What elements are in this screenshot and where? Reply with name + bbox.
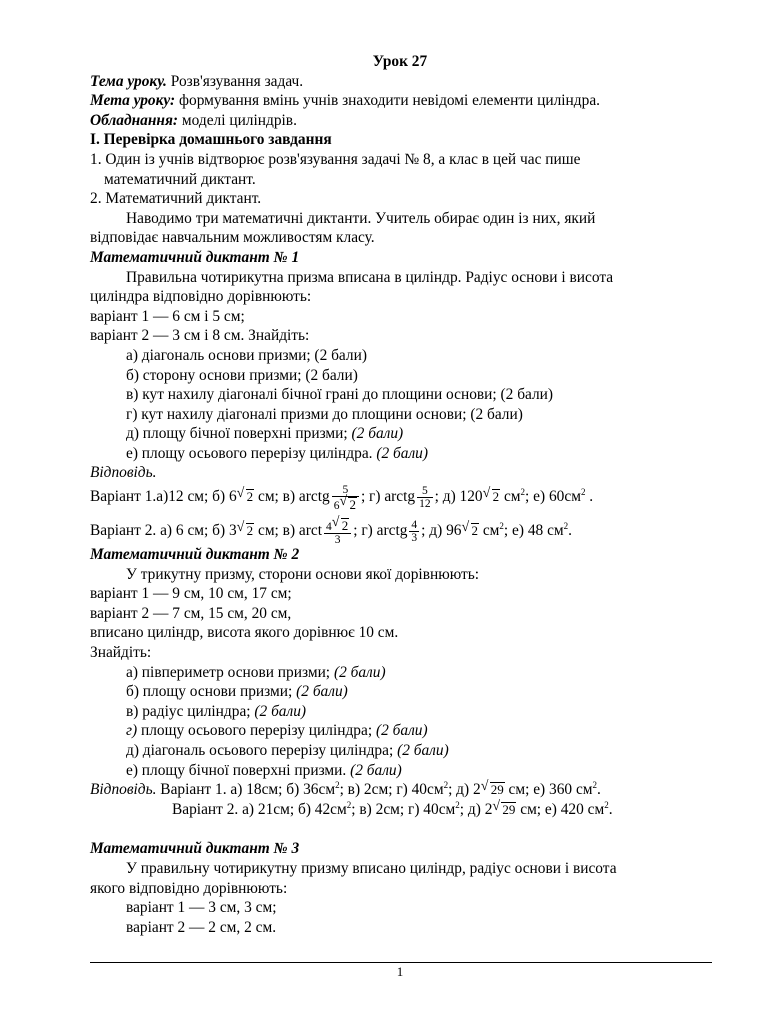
fraction-denominator [332,497,359,512]
section-heading: І. Перевірка домашнього завдання [90,131,332,149]
fraction-denominator: 12 [419,498,431,511]
goal-text: формування вмінь учнів знаходити невідомі елементи циліндра. [175,92,600,110]
answer-text: ; г) arctg [360,488,416,506]
task-item [90,721,710,741]
task-letter: г) [126,722,138,740]
topic-text: Розв'язування задач. [166,72,304,90]
equipment-text: моделі циліндрів. [178,111,297,129]
variant-line: варіант 1 — 3 см, 3 см; [126,899,277,917]
answer-text: см [500,488,521,506]
document-page [90,52,710,937]
task-item [90,741,710,761]
answer-variant-1 [90,483,710,511]
task-points: (2 бали) [393,742,449,759]
paragraph-line: 2. Математичний диктант. [90,190,262,208]
fraction [324,518,351,546]
task-points: (2 бали) [347,425,404,443]
superscript: 2 [335,780,340,791]
answer-variant-2 [90,517,710,545]
task-item [90,366,710,386]
answer-text: см; в) arct [254,522,322,540]
lesson-topic [90,72,710,92]
denominator-coefficient: 6 [333,499,340,512]
task-text: в) кут нахилу діагоналі бічної грані до площини основи; (2 бали) [126,386,554,404]
superscript: 2 [520,486,526,497]
goal-label: Мета уроку: [90,92,176,110]
paragraph-line: У правильну чотирикутну призму вписано циліндр, радіус основи і висота [126,859,617,877]
task-item [90,663,710,683]
paragraph-line: 1. Один із учнів відтворює розв'язування задачі № 8, а клас в цей час пише [90,150,581,168]
answer-variant-2 [90,800,710,820]
paragraph-line: математичний диктант. [104,170,256,188]
paragraph-line: У трикутну призму, сторони основи якої дорівнюють: [126,565,480,583]
answer-text: ; д) 2 [459,800,493,818]
answer-label: Відповідь. [90,781,157,799]
paragraph-line: циліндра відповідно дорівнюють: [90,288,312,306]
task-item [90,405,710,425]
task-item [90,444,710,464]
variant-line: варіант 2 — 3 см і 8 см. Знайдіть: [90,327,310,345]
answer-text: ; е) 48 см [503,522,564,540]
lesson-title: Урок 27 [372,53,428,70]
task-points: (2 бали) [372,444,428,462]
task-text: д) діагональ осьового перерізу циліндра; [126,742,394,759]
superscript: 2 [563,520,569,531]
task-item [90,424,710,444]
page-number: 1 [396,964,404,979]
dictation-2-title: Математичний диктант № 2 [90,546,300,564]
superscript: 2 [604,799,609,810]
task-item [90,385,710,405]
answer-text: . [608,800,613,818]
dictation-3-title: Математичний диктант № 3 [90,840,300,858]
blank-line [90,819,710,839]
sqrt-expression: √ 29 [501,802,516,817]
answer-text: ; д) 2 [448,781,481,799]
task-points: (2 бали) [346,761,402,779]
sqrt-expression: √ 2 [246,489,255,504]
answer-text: ; д) 96 [421,522,462,540]
fraction-numerator: 5 [417,485,433,498]
fraction [409,519,419,544]
answer-text: см [479,522,500,540]
answer-text: Варіант 2. а) 6 см; б) 3 [90,522,237,540]
task-text: в) радіус циліндра; [126,702,251,720]
paragraph-line: якого відповідно дорівнюють: [90,879,288,897]
answer-text: . [585,488,594,506]
lesson-goal [90,91,710,111]
dictation-1-title: Математичний диктант № 1 [90,248,300,266]
fraction [417,485,433,510]
answer-text: ; в) 2см; г) 40см [351,800,456,818]
fraction-numerator [324,518,351,534]
variant-line: варіант 1 — 9 см, 10 см, 17 см; [90,585,292,603]
paragraph-line: Знайдіть: [90,644,152,662]
superscript: 2 [455,799,460,810]
sqrt-expression: √ 2 [348,497,357,512]
superscript: 2 [346,799,352,810]
sqrt-expression: √ 2 [471,523,480,538]
answer-text: см; е) 420 см [516,800,605,818]
answer-text: ; е) 60см [525,488,581,506]
answer-text: ; г) arctg [353,522,408,540]
task-text: а) півпериметр основи призми; [126,663,331,681]
task-text: д) площу бічної поверхні призми; [126,425,348,443]
task-item [90,682,710,702]
answer-text: Варіант 2. а) 21см; б) 42см [172,800,347,818]
task-points: (2 бали) [372,722,428,740]
task-text: б) сторону основи призми; (2 бали) [126,366,358,384]
numerator-coefficient: 4 [326,520,332,533]
paragraph-line: Правильна чотирикутна призма вписана в циліндр. Радіус основи і висота [126,268,614,286]
answer-text: ; д) 120 [434,488,483,506]
task-text: а) діагональ основи призми; (2 бали) [126,346,367,364]
sqrt-expression: √ 29 [490,782,505,797]
task-text: б) площу основи призми; [126,683,293,701]
sqrt-expression: √ 2 [341,518,350,533]
answer-text: . [568,522,573,540]
task-points: (2 бали) [250,702,307,720]
task-text: площу осьового перерізу циліндра; [137,722,373,740]
footer-divider [90,962,712,963]
answer-text: . [597,781,601,799]
lesson-equipment [90,111,710,131]
paragraph-line: Наводимо три математичні диктанти. Учитель обирає один із них, який [126,209,596,227]
task-text: г) кут нахилу діагоналі призми до площини основи; (2 бали) [126,405,523,423]
equipment-label: Обладнання: [90,111,179,129]
task-item [90,761,710,781]
task-text: е) площу осьового перерізу циліндра. [126,444,373,462]
variant-line: варіант 1 — 6 см і 5 см; [90,307,245,325]
topic-label: Тема уроку. [90,72,167,90]
superscript: 2 [580,486,586,497]
fraction-numerator: 4 [411,519,418,532]
paragraph-line: вписано циліндр, висота якого дорівнює 10 см. [90,624,399,642]
task-item [90,346,710,366]
sqrt-expression: √ 2 [246,523,255,538]
variant-line: варіант 2 — 2 см, 2 см. [126,918,277,936]
paragraph-line: відповідає навчальним можливостям класу. [90,229,375,247]
task-item [90,702,710,722]
answer-text: ; в) 2см; г) 40см [339,781,444,799]
variant-line: варіант 2 — 7 см, 15 см, 20 см, [90,604,292,622]
superscript: 2 [443,780,449,791]
answer-text: Варіант 1. а) 18см; б) 36см [156,781,336,799]
superscript: 2 [499,520,504,531]
fraction-numerator: 5 [332,484,359,497]
task-text: е) площу бічної поверхні призми. [126,761,347,779]
answer-label: Відповідь. [90,464,157,482]
fraction-denominator: 3 [334,533,341,546]
task-points: (2 бали) [330,663,386,681]
answer-text: см; в) arctg [254,488,330,506]
answer-text: см; е) 360 см [504,781,593,799]
fraction [332,484,359,512]
task-points: (2 бали) [292,683,348,701]
answer-text: Варіант 1.а)12 см; б) 6 [90,488,237,506]
sqrt-expression: √ 2 [492,489,501,504]
answer-variant-1 [90,780,710,800]
superscript: 2 [592,780,598,791]
fraction-denominator: 3 [411,532,418,545]
